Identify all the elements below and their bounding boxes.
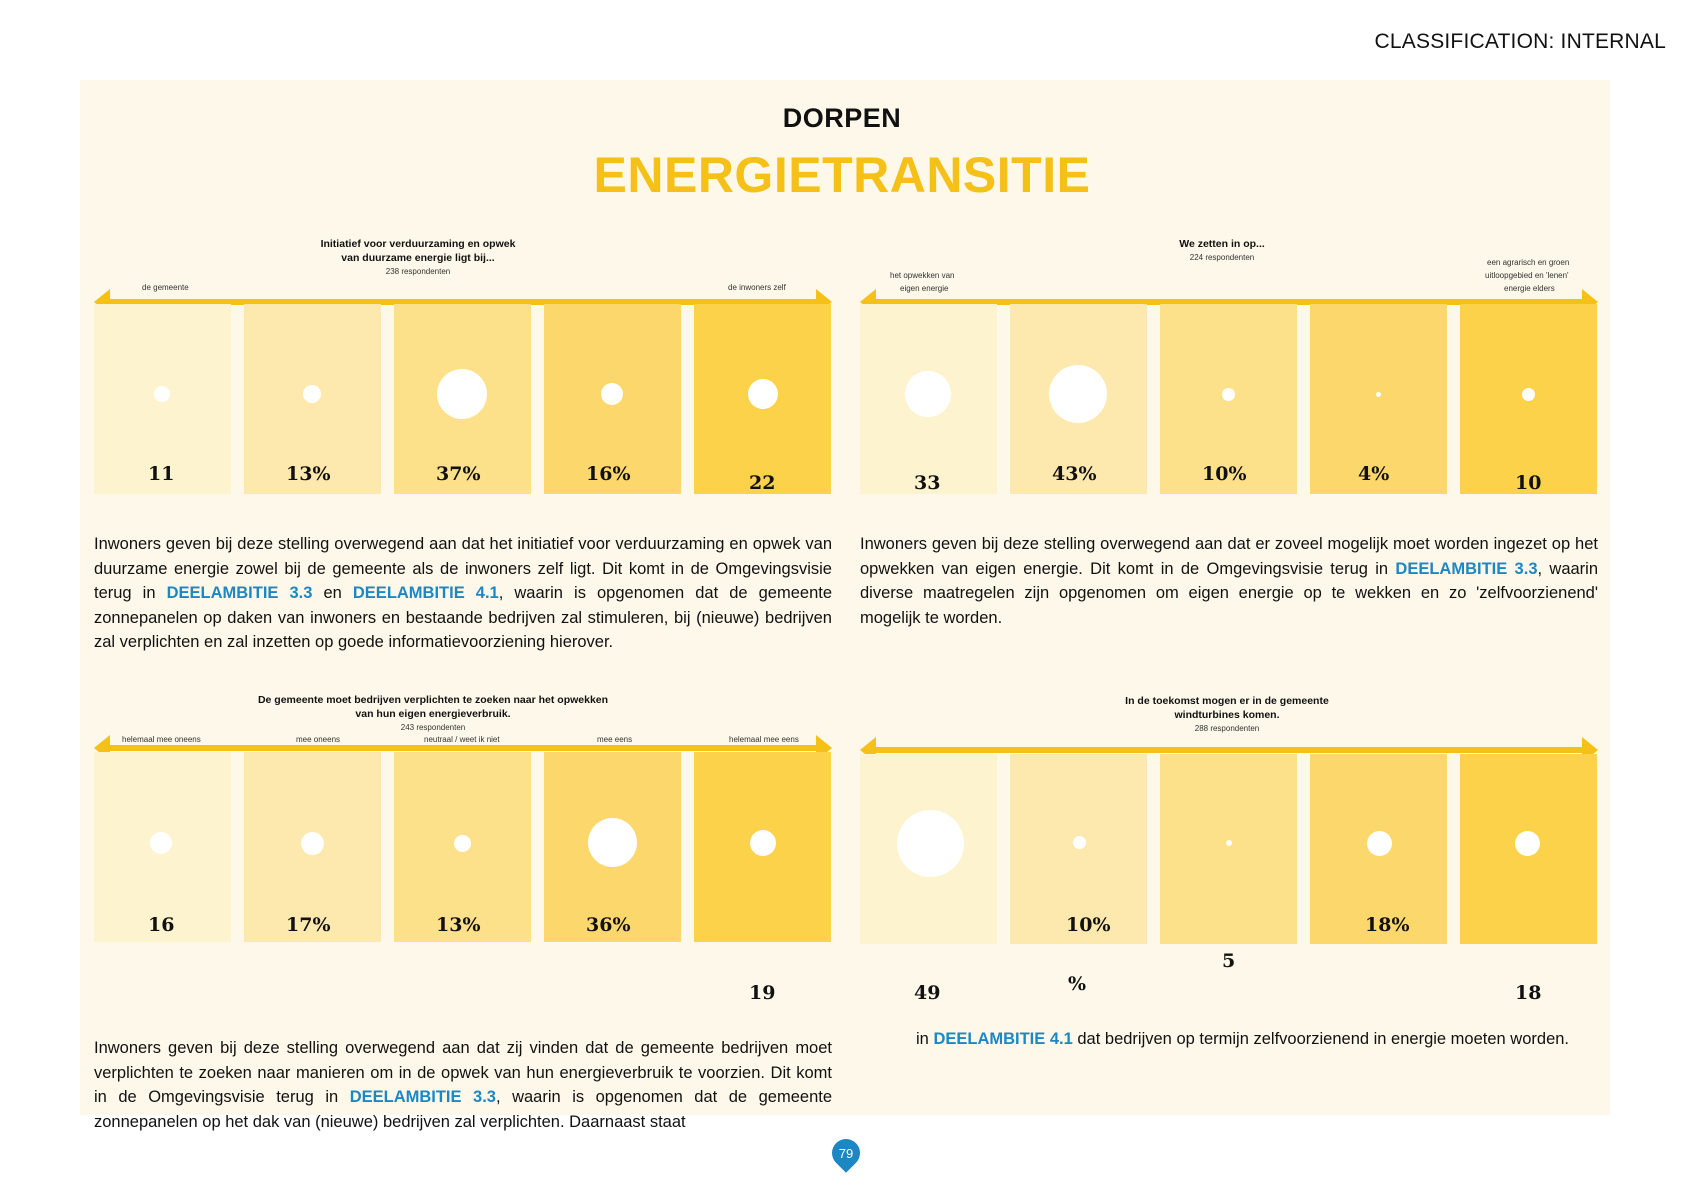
share-bubble [301, 832, 324, 855]
scale-chart-initiatief [94, 236, 832, 506]
chart-title: De gemeente moet bedrijven verplichten te zoeken naar het opwekken [257, 694, 609, 706]
scale-column-2 [244, 304, 381, 494]
scale-label-left-line2: eigen energie [900, 284, 949, 293]
paragraph-text: dat bedrijven op termijn zelfvoorzienend in energie moeten worden. [1072, 1030, 1570, 1048]
share-bubble [750, 830, 776, 856]
chart-title-line2: van hun eigen energieverbruik. [355, 708, 511, 720]
scale-column-2 [1010, 304, 1147, 494]
scale-label-1: helemaal mee oneens [122, 735, 201, 744]
scale-column-2 [244, 752, 381, 942]
paragraph-bedrijven [94, 1036, 832, 1134]
paragraph-windturbines [916, 1027, 1616, 1052]
value-label: 22 [749, 472, 776, 494]
share-bubble [1073, 836, 1086, 849]
scale-label-right-line3: energie elders [1504, 284, 1555, 293]
deelambitie-link[interactable]: DEELAMBITIE 3.3 [166, 584, 313, 602]
value-label: 11 [148, 463, 175, 485]
value-label: 18% [1365, 914, 1410, 936]
scale-label-right-line2: uitloopgebied en 'lenen' [1485, 271, 1569, 280]
chart-respondents: 238 respondenten [385, 267, 451, 276]
share-bubble [150, 832, 172, 854]
deelambitie-link[interactable]: DEELAMBITIE 3.3 [1395, 559, 1538, 578]
value-label: 16% [586, 463, 631, 485]
share-bubble [154, 386, 170, 402]
value-label: 5 [1222, 950, 1236, 972]
share-bubble [1376, 392, 1381, 397]
value-label: % [1068, 973, 1087, 995]
scale-label-right: een agrarisch en groen [1487, 258, 1570, 267]
scale-column-1 [94, 304, 231, 494]
value-label: 17% [286, 914, 331, 936]
scale-label-5: helemaal mee eens [729, 735, 799, 744]
value-label: 10% [1066, 914, 1111, 936]
scale-label-right: de inwoners zelf [728, 283, 786, 292]
scale-column-4 [544, 752, 681, 942]
paragraph-text: , waarin is opgenomen dat de gemeente zonnepanelen op het dak van (nieuwe) bedrijven zal verplichten. Daarnaast staat [94, 1088, 833, 1131]
scale-label-4: mee eens [597, 735, 633, 744]
scale-column-5 [1460, 304, 1597, 494]
share-bubble [1222, 388, 1235, 401]
value-label: 18 [1515, 982, 1542, 1004]
deelambitie-link[interactable]: DEELAMBITIE 4.1 [933, 1030, 1073, 1048]
share-bubble [1049, 365, 1107, 423]
scale-label-3: neutraal / weet ik niet [424, 735, 500, 744]
share-bubble [588, 818, 637, 867]
scale-column-5 [694, 304, 831, 494]
scale-label-left: het opwekken van [890, 271, 955, 280]
chart-title-line2: van duurzame energie ligt bij... [341, 252, 495, 264]
paragraph-text: Inwoners geven bij deze stelling overwegend aan dat er zoveel mogelijk moet worden ingezet op het opwekken van eigen energie. Dit komt in de Omgevingsvisie terug in [860, 535, 1598, 578]
share-bubble [601, 383, 623, 405]
scale-column-2 [1010, 754, 1147, 944]
chart-respondents: 224 respondenten [1189, 253, 1255, 262]
deelambitie-link[interactable]: DEELAMBITIE 4.1 [352, 584, 499, 602]
paragraph-text: , waarin diverse maatregelen zijn opgenomen om eigen energie op te wekken en zo 'zelfvoorzienend' mogelijk te worden. [860, 559, 1599, 627]
classification-label: CLASSIFICATION: INTERNAL [1374, 30, 1666, 53]
value-label: 36% [586, 914, 631, 936]
scale-column-3 [1160, 754, 1297, 944]
value-label: 43% [1052, 463, 1097, 485]
chart-title: We zetten in op... [1179, 238, 1265, 250]
paragraph-text: , waarin is opgenomen dat de gemeente zonnepanelen op daken van inwoners en bestaande bedrijven zal stimuleren, bij (nieuwe) bedrijven zal verplichten en zal inzetten op goede informatievoorziening hierover. [94, 584, 833, 651]
value-label: 4% [1358, 463, 1390, 485]
scale-chart-bedrijven [94, 692, 832, 1022]
share-bubble [437, 369, 487, 419]
value-label: 10 [1515, 472, 1542, 494]
value-label: 19 [749, 982, 776, 1004]
value-label: 33 [914, 472, 941, 494]
share-bubble [1367, 831, 1392, 856]
scale-chart-inzet [860, 236, 1598, 506]
scale-column-1 [860, 304, 997, 494]
scale-column-3 [394, 752, 531, 942]
paragraph-text: Inwoners geven bij deze stelling overwegend aan dat zij vinden dat de gemeente bedrijven moet verplichten te zoeken naar manieren om in de opwek van hun energieverbruik te voorzien. Dit komt in de Omgevingsvisie terug in [94, 1039, 832, 1106]
deelambitie-link[interactable]: DEELAMBITIE 3.3 [349, 1088, 496, 1106]
value-label: 13% [436, 914, 481, 936]
scale-column-4 [1310, 304, 1447, 494]
share-bubble [905, 371, 951, 417]
share-bubble [303, 385, 321, 403]
share-bubble [897, 810, 964, 877]
chart-title: In de toekomst mogen er in de gemeente [1125, 695, 1329, 707]
chart-title-line2: windturbines komen. [1174, 709, 1280, 721]
share-bubble [1515, 831, 1540, 856]
paragraph-inzet [860, 532, 1598, 630]
share-bubble [748, 379, 778, 409]
scale-column-5 [1460, 754, 1597, 944]
scale-label-left: de gemeente [142, 283, 189, 292]
paragraph-text: Inwoners geven bij deze stelling overwegend aan dat het initiatief voor verduurzaming en opwek van duurzame energie zowel bij de gemeente als de inwoners zelf ligt. Dit komt in de Omgevingsvisie terug in [94, 535, 832, 602]
chart-title: Initiatief voor verduurzaming en opwek [320, 238, 516, 250]
share-bubble [1522, 388, 1535, 401]
page-number: 79 [838, 1146, 854, 1161]
chart-respondents: 288 respondenten [1194, 724, 1260, 733]
value-label: 49 [914, 982, 941, 1004]
value-label: 16 [148, 914, 175, 936]
share-bubble [1226, 840, 1232, 846]
paragraph-text: in [916, 1030, 934, 1048]
scale-column-4 [1310, 754, 1447, 944]
scale-column-1 [94, 752, 231, 942]
scale-column-1 [860, 754, 997, 944]
scale-chart-windturbines [860, 692, 1598, 1022]
scale-label-2: mee oneens [296, 735, 341, 744]
scale-column-3 [1160, 304, 1297, 494]
share-bubble [454, 835, 471, 852]
chart-respondents: 243 respondenten [400, 723, 466, 732]
page-title: ENERGIETRANSITIE [593, 147, 1091, 203]
value-label: 10% [1202, 463, 1247, 485]
scale-column-3 [394, 304, 531, 494]
value-label: 13% [286, 463, 331, 485]
value-label: 37% [436, 463, 481, 485]
scale-column-4 [544, 304, 681, 494]
scale-column-5 [694, 752, 831, 942]
page-kicker: DORPEN [782, 103, 902, 133]
paragraph-initiatief [94, 532, 832, 655]
paragraph-text: en [312, 584, 353, 602]
